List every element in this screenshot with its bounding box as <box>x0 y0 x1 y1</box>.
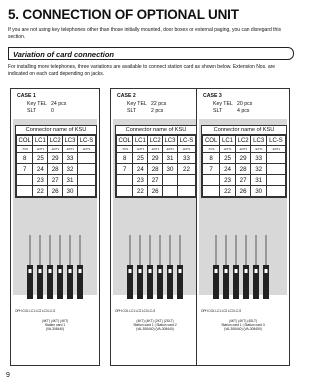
ksu-cell-empty <box>163 186 178 197</box>
ksu-cell: 27 <box>48 175 63 186</box>
connector-diagram <box>201 235 281 305</box>
ksu-cell: 25 <box>133 153 148 164</box>
slt-label: SLT <box>27 108 37 114</box>
model-number: (VA-308440) (VA-308450) <box>224 327 262 332</box>
case-panel-3 <box>196 88 290 366</box>
description-text: For installing more telephones, three variations are available to connect station card as shown below. Extension Nos. are indicated on each card depending on jacks. <box>8 64 276 77</box>
ksu-cell: 31 <box>251 175 267 186</box>
ksu-header: LC3 <box>64 137 76 144</box>
ksu-header: LC3 <box>164 137 176 144</box>
page-number: 9 <box>6 372 10 379</box>
ksu-cell: 23 <box>133 175 148 186</box>
ksu-cell-empty <box>203 175 220 186</box>
key-tel-label: Key TEL <box>127 101 147 107</box>
ksu-sub: -EXT1 <box>220 146 236 153</box>
ksu-title: Connector name of KSU <box>16 126 96 135</box>
key-tel-value: 24 pcs <box>51 101 67 107</box>
slt-row <box>27 108 54 114</box>
ksu-cell-empty <box>77 164 95 175</box>
column-labels: OPH COL LC1 LC2 LC3 LC-S <box>115 309 156 313</box>
ksu-cell: 33 <box>177 153 195 164</box>
ksu-cell: 29 <box>148 153 163 164</box>
ksu-cell: 33 <box>251 153 267 164</box>
ksu-header: LC1 <box>220 136 236 146</box>
ksu-sub: -EXT1 <box>63 146 78 153</box>
ksu-cell: 31 <box>163 153 178 164</box>
key-tel-value: 20 pcs <box>237 101 253 107</box>
model-number: (VA-308440) (VA-308440) <box>136 327 174 332</box>
page-title: 5. CONNECTION OF OPTIONAL UNIT <box>8 7 239 22</box>
intro-text: If you are not using key telephones other than those initially mounted, door boxes or external paging, you can disregard this section. <box>8 27 281 40</box>
case-panel-1 <box>10 88 100 366</box>
ksu-sub: -EXT1 <box>235 146 251 153</box>
ksu-cell: 29 <box>48 153 63 164</box>
column-labels: OPH COL LC1 LC2 LC3 LC-S <box>15 309 56 313</box>
ksu-title: Connector name of KSU <box>116 126 196 135</box>
case-panel-2 <box>110 88 200 366</box>
ksu-header: LC-S <box>266 136 285 146</box>
ksu-sub: -EXT1 <box>148 146 163 153</box>
slt-row <box>213 108 249 114</box>
ksu-cell: 32 <box>251 164 267 175</box>
station-label: Station card 1 | Station card 2 <box>133 323 177 328</box>
ksu-cell-empty <box>163 175 178 186</box>
ksu-cell-empty <box>77 186 95 197</box>
card-caption <box>111 319 199 332</box>
ksu-cell: 8 <box>117 153 133 164</box>
key-tel-label: Key TEL <box>27 101 47 107</box>
ksu-sub: -EXT1 <box>77 146 95 153</box>
ksu-cell-empty <box>266 164 285 175</box>
ksu-header: LC1 <box>134 137 146 144</box>
slt-value: 4 pcs <box>237 108 250 114</box>
ksu-sub: -EXT1 <box>33 146 48 153</box>
ksu-cell: 8 <box>203 153 220 164</box>
section-header <box>8 47 294 60</box>
ksu-cell-empty <box>177 175 195 186</box>
connector-diagram <box>15 235 95 305</box>
ksu-cell-empty <box>77 175 95 186</box>
station-label: Station card 1 <box>44 323 66 328</box>
key-tel-row <box>213 101 252 107</box>
ksu-cell-empty <box>117 186 133 197</box>
ksu-cell: 22 <box>177 164 195 175</box>
ksu-cell: 22 <box>33 186 48 197</box>
key-tel-row <box>127 101 166 107</box>
ksu-header: LC2 <box>235 136 251 146</box>
column-labels: OPH COL LC1 LC2 LC3 LC-S <box>201 309 242 313</box>
ksu-cell: 24 <box>33 164 48 175</box>
ksu-cell: 25 <box>220 153 236 164</box>
ksu-cell: 26 <box>148 186 163 197</box>
key-tel-row <box>27 101 66 107</box>
ksu-cell: 22 <box>133 186 148 197</box>
ksu-cell: 33 <box>63 153 78 164</box>
ksu-cell-empty <box>117 175 133 186</box>
ksu-cell: 27 <box>148 175 163 186</box>
key-tel-value: 22 pcs <box>151 101 167 107</box>
ksu-cell: 23 <box>33 175 48 186</box>
ksu-sub: -EXT1 <box>251 146 267 153</box>
ksu-cell-empty <box>17 186 33 197</box>
ksu-sub: -EXT1 <box>48 146 63 153</box>
ksu-sub: -EXT1 <box>177 146 195 153</box>
ksu-cell-empty <box>266 175 285 186</box>
ksu-cell: 8 <box>17 153 33 164</box>
ksu-connector-table <box>15 125 97 198</box>
ksu-cell: 24 <box>133 164 148 175</box>
ksu-title: Connector name of KSU <box>202 126 286 135</box>
ksu-cell-empty <box>17 175 33 186</box>
ksu-header: LC2 <box>149 137 161 144</box>
card-caption-kt: (4KT) (4KT) (2KT) (2SLT) <box>136 319 174 323</box>
ksu-sub: -EXT1 <box>133 146 148 153</box>
card-caption-kt: (4KT) (4KT) (4KT) <box>41 319 69 323</box>
case-title: CASE 2 <box>117 93 136 99</box>
ksu-sub: -TCS <box>117 146 133 153</box>
ksu-header: LC2 <box>49 137 61 144</box>
ksu-header: COL <box>203 136 220 146</box>
ksu-header: LC3 <box>251 136 267 146</box>
slt-row <box>127 108 163 114</box>
ksu-cell: 23 <box>220 175 236 186</box>
ksu-sub: -TCS <box>17 146 33 153</box>
ksu-connector-table <box>201 125 287 198</box>
card-caption <box>197 319 289 332</box>
model-number: (VA-308440) <box>45 327 65 332</box>
ksu-cell: 30 <box>163 164 178 175</box>
ksu-sub: -TCS <box>203 146 220 153</box>
ksu-header: COL <box>17 136 33 146</box>
station-label: Station card 1 | Station card 3 <box>221 323 265 328</box>
slt-label: SLT <box>213 108 223 114</box>
ksu-cell-empty <box>77 153 95 164</box>
ksu-cell: 27 <box>235 175 251 186</box>
ksu-cell: 28 <box>148 164 163 175</box>
ksu-connector-table <box>115 125 197 198</box>
ksu-cell-empty <box>266 186 285 197</box>
ksu-header: LC-S <box>77 136 95 146</box>
ksu-cell: 26 <box>48 186 63 197</box>
ksu-cell: 7 <box>17 164 33 175</box>
ksu-header: LC-S <box>177 136 195 146</box>
ksu-cell: 22 <box>220 186 236 197</box>
case-title: CASE 3 <box>203 93 222 99</box>
connector-diagram <box>115 235 195 305</box>
ksu-cell-empty <box>177 186 195 197</box>
ksu-sub: -EXT1 <box>266 146 285 153</box>
ksu-header: LC1 <box>34 137 46 144</box>
ksu-header: COL <box>117 136 133 146</box>
slt-value: 2 pcs <box>151 108 164 114</box>
card-caption <box>11 319 99 332</box>
card-caption-kt: (4KT) (4KT) (4SLT) <box>228 319 258 323</box>
ksu-cell: 29 <box>235 153 251 164</box>
slt-value: 0 <box>51 108 54 114</box>
ksu-cell: 30 <box>63 186 78 197</box>
section-title: Variation of card connection <box>13 49 114 59</box>
ksu-cell: 26 <box>235 186 251 197</box>
slt-label: SLT <box>127 108 137 114</box>
ksu-cell: 7 <box>117 164 133 175</box>
ksu-cell: 28 <box>235 164 251 175</box>
ksu-cell: 28 <box>48 164 63 175</box>
ksu-cell: 7 <box>203 164 220 175</box>
case-title: CASE 1 <box>17 93 36 99</box>
ksu-cell: 32 <box>63 164 78 175</box>
ksu-cell-empty <box>203 186 220 197</box>
key-tel-label: Key TEL <box>213 101 233 107</box>
ksu-sub: -EXT1 <box>163 146 178 153</box>
ksu-cell: 25 <box>33 153 48 164</box>
ksu-cell: 31 <box>63 175 78 186</box>
ksu-cell: 24 <box>220 164 236 175</box>
ksu-cell: 30 <box>251 186 267 197</box>
ksu-cell-empty <box>266 153 285 164</box>
